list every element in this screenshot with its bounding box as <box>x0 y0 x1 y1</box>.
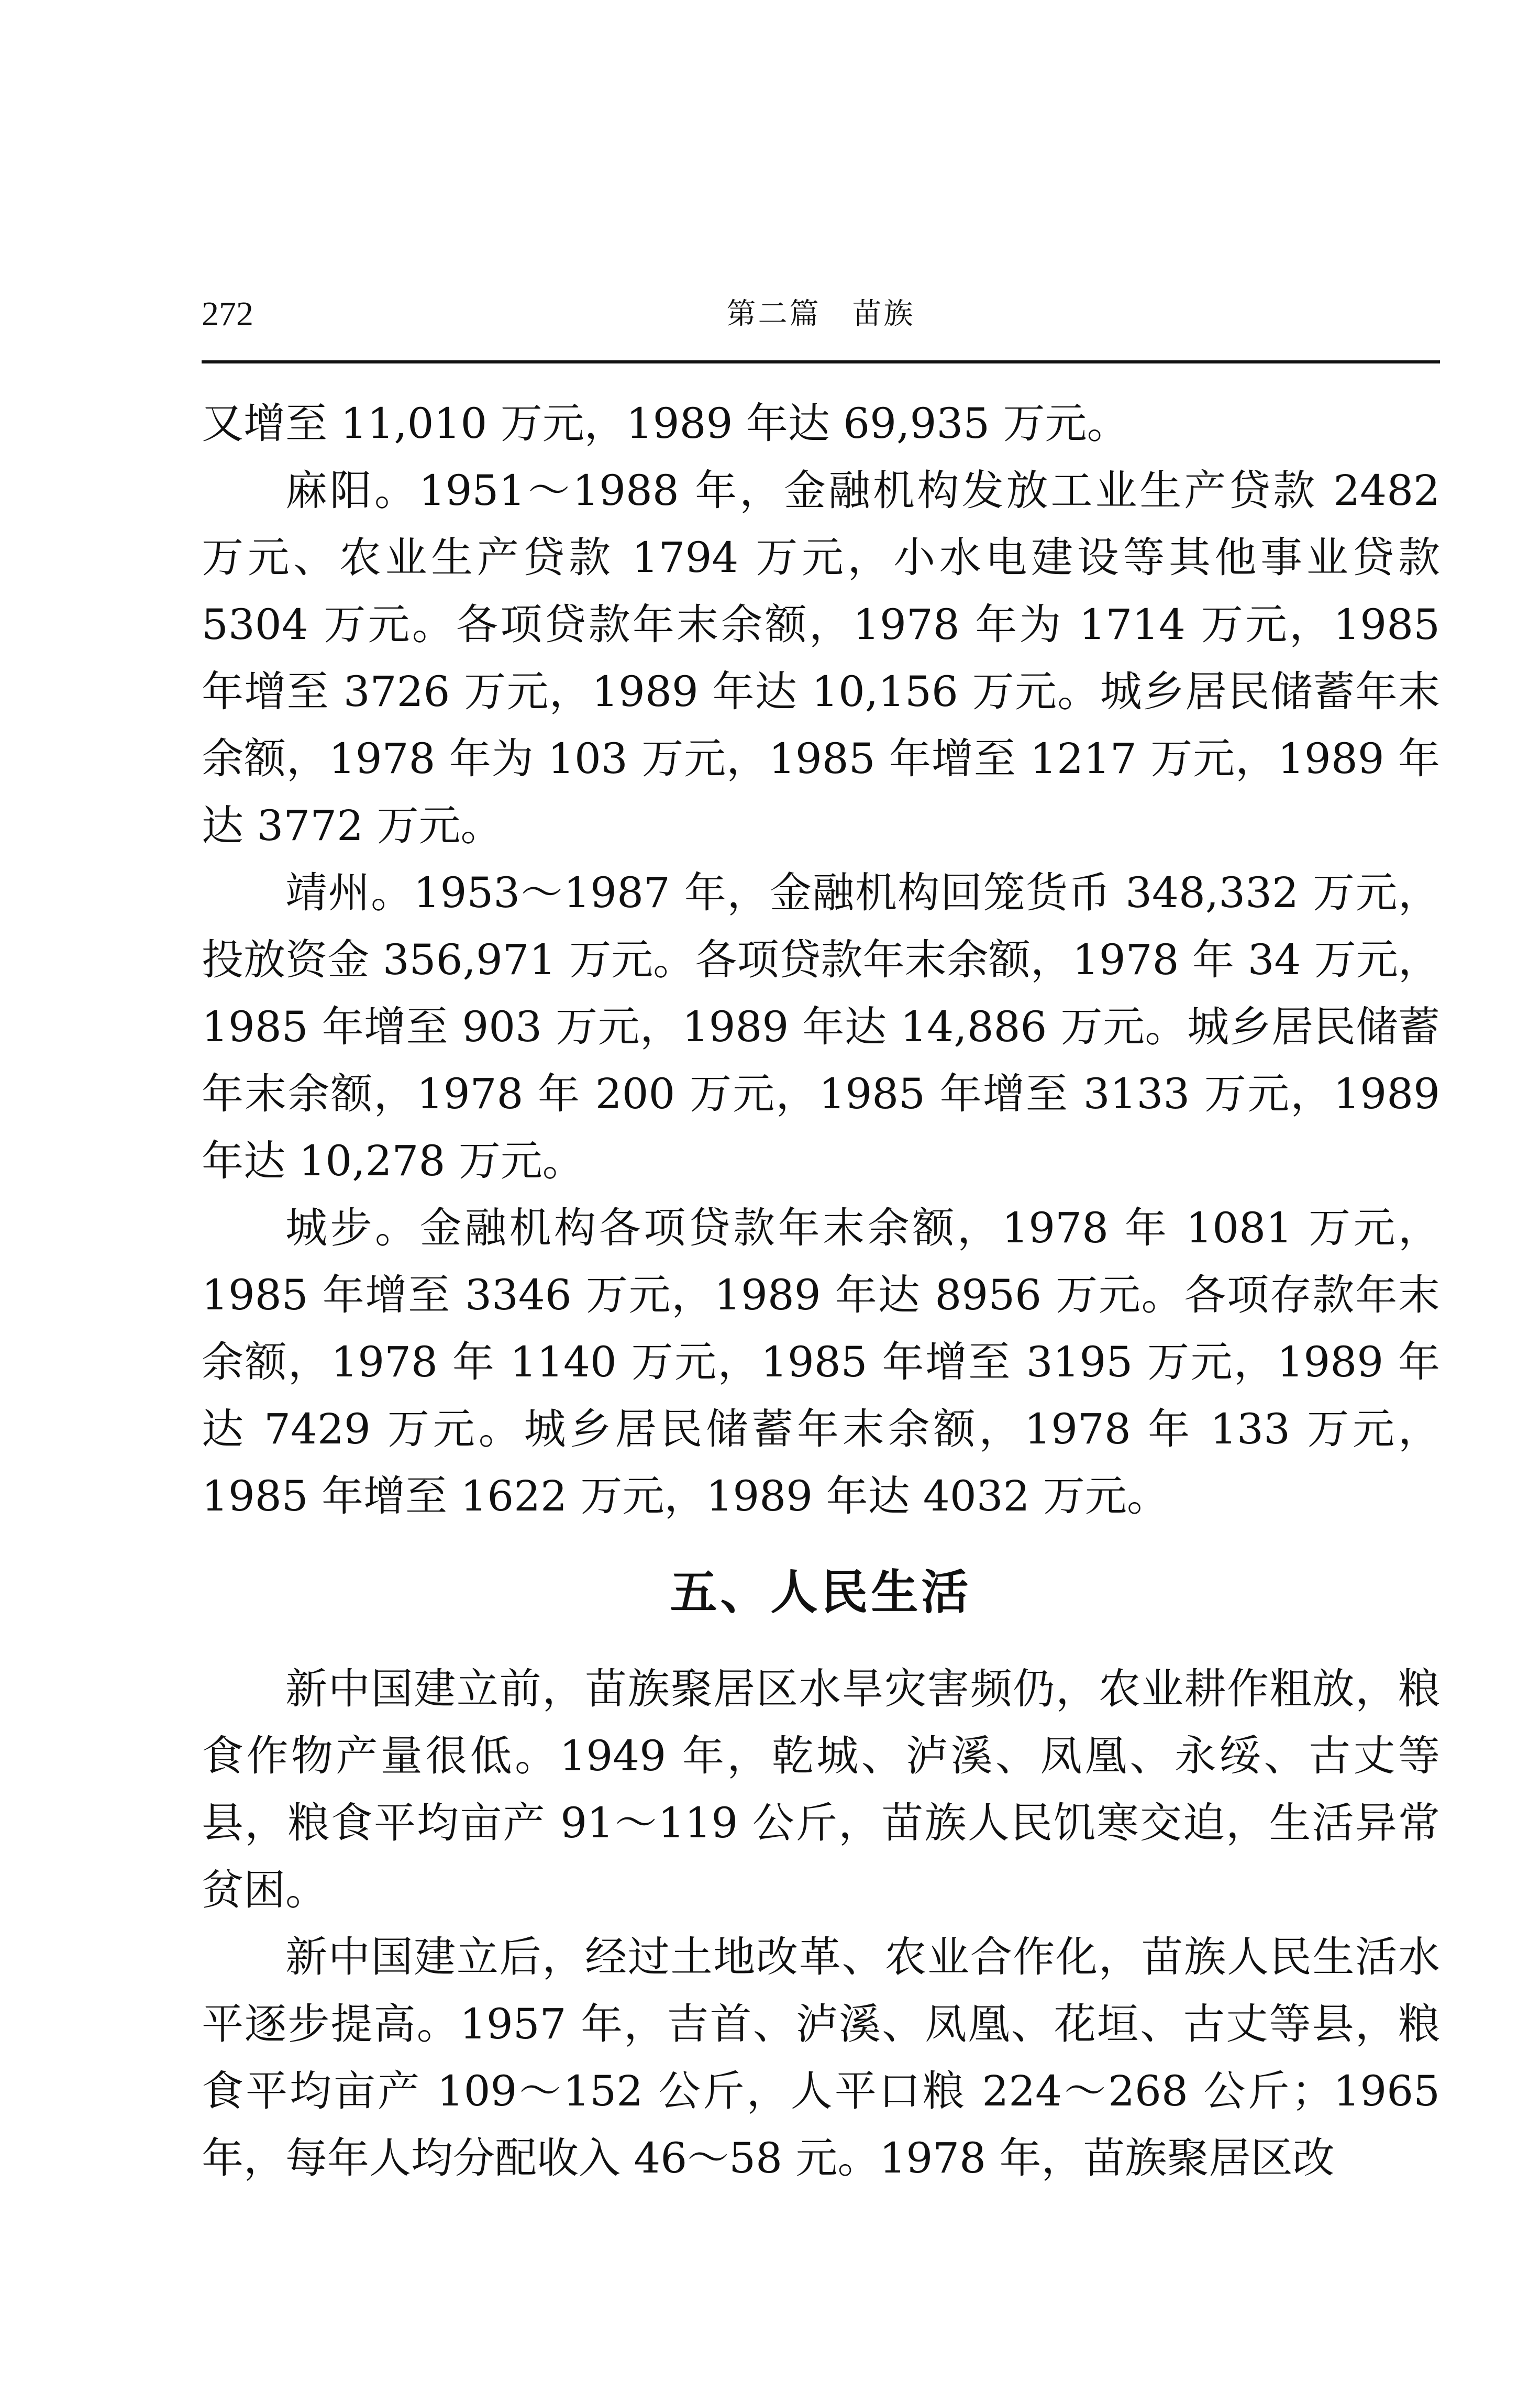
paragraph-continuation: 又增至 11,010 万元，1989 年达 69,935 万元。 <box>202 399 1129 448</box>
paragraph-after-liberation: 新中国建立后，经过土地改革、农业合作化，苗族人民生活水平逐步提高。1957 年，吉首、泸溪、凤凰、花垣、古丈等县，粮食平均亩产 109～152 公斤，人平口粮 224～268 公斤；1965 年，每年人均分配收入 46～58 元。1978 年，苗族聚居区改 <box>202 1933 1440 2182</box>
page-number: 272 <box>202 295 253 333</box>
paragraph-jingzhou: 靖州。1953～1987 年，金融机构回笼货币 348,332 万元，投放资金 356,971 万元。各项贷款年末余额，1978 年 34 万元，1985 年增至 903 万元，1989 年达 14,886 万元。城乡居民储蓄年末余额，1978 年 200 万元，1985 年增至 3133 万元，1989 年达 10,278 万元。 <box>202 868 1440 1185</box>
paragraph-chengbu: 城步。金融机构各项贷款年末余额，1978 年 1081 万元，1985 年增至 3346 万元，1989 年达 8956 万元。各项存款年末余额，1978 年 1140 万元，1985 年增至 3195 万元，1989 年达 7429 万元。城乡居民储蓄年末余额，1978 年 133 万元，1985 年增至 1622 万元，1989 年达 4032 万元。 <box>202 1204 1440 1520</box>
paragraph-mayang: 麻阳。1951～1988 年，金融机构发放工业生产贷款 2482 万元、农业生产贷款 1794 万元，小水电建设等其他事业贷款 5304 万元。各项贷款年末余额，1978 年为 1714 万元，1985 年增至 3726 万元，1989 年达 10,156 万元。城乡居民储蓄年末余额，1978 年为 103 万元，1985 年增至 1217 万元，1989 年达 3772 万元。 <box>202 466 1440 850</box>
book-page <box>202 0 1440 2404</box>
running-title: 第二篇 苗族 <box>726 297 915 331</box>
body-text <box>202 390 1440 2192</box>
running-head <box>202 293 1440 335</box>
header-rule <box>202 360 1440 363</box>
section-heading: 五、人民生活 <box>670 1565 972 1620</box>
paragraph-before-liberation: 新中国建立前，苗族聚居区水旱灾害频仍，农业耕作粗放，粮食作物产量很低。1949 年，乾城、泸溪、凤凰、永绥、古丈等县，粮食平均亩产 91～119 公斤，苗族人民饥寒交迫，生活异常贫困。 <box>202 1664 1440 1914</box>
